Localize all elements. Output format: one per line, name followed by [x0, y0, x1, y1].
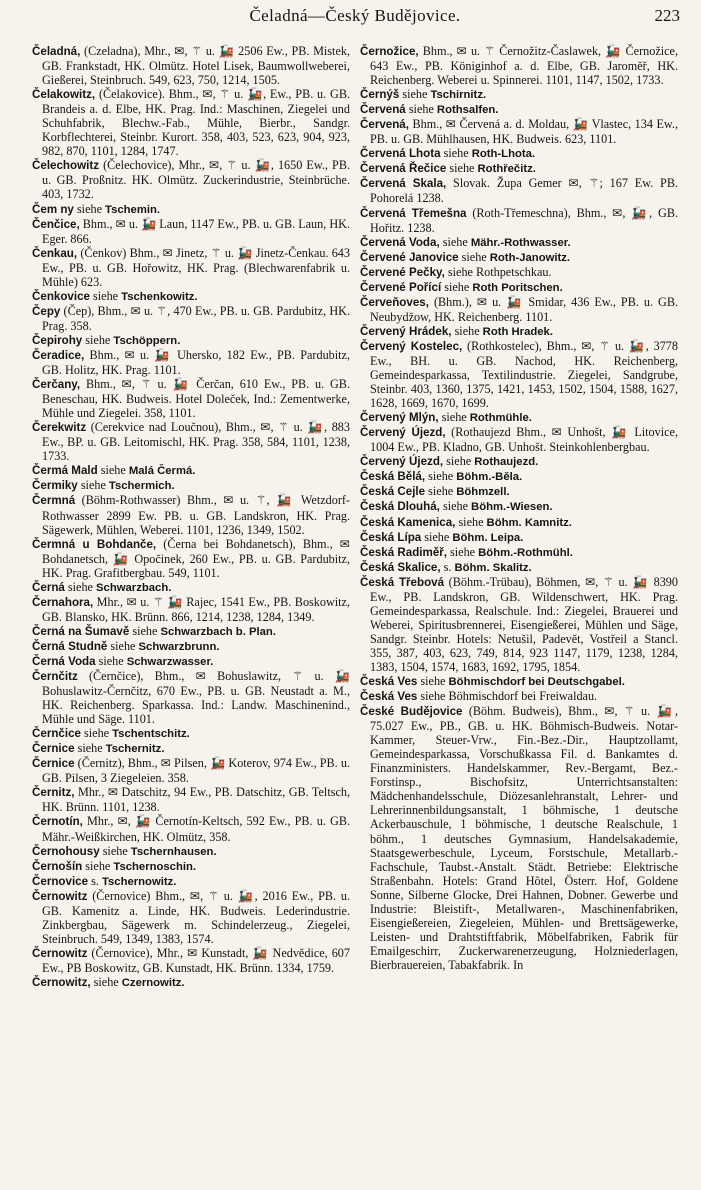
entry-crossref: Rothaujezd. [474, 456, 539, 469]
entry-text: Bhm., ✉ u. 🚂 Laun, 1147 Ew., PB. u. GB. Laun, HK. Eger. 866. [42, 216, 350, 246]
directory-entry [360, 410, 678, 425]
entry-headword: Čem ny [32, 202, 74, 216]
entry-headword: Červená Třemešna [360, 206, 467, 220]
entry-crossref: Rothřečitz. [477, 163, 536, 176]
entry-text: Bhm., ✉ Červená a. d. Moldau, 🚂 Vlastec, 134 Ew., PB. u. GB. Mühlhausen, HK. Budweis. 623, 1101. [370, 117, 678, 147]
entry-headword: Černčice [32, 727, 81, 741]
directory-entry [32, 889, 350, 946]
entry-text: siehe [82, 858, 114, 873]
entry-headword: Červený Hrádek, [360, 324, 452, 338]
entry-text: siehe Rothpetschkau. [444, 264, 552, 279]
entry-crossref: Böhm.-Wiesen. [471, 501, 553, 514]
entry-headword: Čepirohy [32, 333, 83, 347]
entry-text: (Böhm. Budweis), Bhm., ✉, ⚚ u. 🚂, 75.027 Ew., PB., GB. u. HK. Böhmisch-Budweis. Notar-Kammer, Steuer-Vrw., Fin.-Bez.-Dir., Hauptzollamt, Gemeindesparkassa, Vorschußkassa Fil. d. Bankamtes d. Finanzministers. Handelskammer, Rev.-Bergamt, Bez.-Forstinsp., Bischofsitz, Unterrichtsanstalten: Mädchenhandelsschule, Diözesanlehranstalt, Lehrer- und Lehrerinnenbildungsanstalt, 1 böhmische, 1 deutsche Ackerbauschule, 1 böhmische, 1 deutsche Realschule, 1 böhm., 1 deutsches Gymnasium, Handelsakademie, Staatsgewerbeschule, Lyceum, Forstschule, Metallarb.-Fachschule, Taubst.-Anstalt. Städt. Betriebe: Elektrische Straßenbahn. Hotels: Grand Hôtel, Österr. Hof, Goldene Sonne, Silberne Glocke, Drei Hahnen, Dobner. Gewerbe und Industrie: Bleistift-, Metallwaren-, Maschinenfabriken, Eisengießereien, Ziegeleien, Mühlen- und Brettsägewerke, Leisten- und Drahtstiftfabrik, Möbelfabriken, Fabrik für Emailgeschirr, Zuckerwarenerzeugung, Holzniederlagen, Bierbrauereien, Tabakfabrik. In [370, 704, 678, 972]
directory-entry [32, 859, 350, 874]
directory-entry [360, 250, 678, 265]
directory-entry [360, 704, 678, 972]
directory-entry [32, 463, 350, 478]
entry-text: siehe [455, 514, 487, 529]
directory-entry [32, 874, 350, 889]
right-column [360, 44, 678, 972]
entry-headword: Česká Skalice, [360, 560, 441, 574]
directory-entry [32, 726, 350, 741]
entry-headword: Česká Kamenica, [360, 515, 456, 529]
entry-text: s. [88, 873, 102, 888]
entry-headword: Červená [360, 103, 406, 117]
entry-headword: Česká Lípa [360, 530, 422, 544]
directory-entry [360, 102, 678, 117]
directory-entry [360, 265, 678, 280]
entry-headword: Česká Dlouhá, [360, 500, 440, 514]
entry-crossref: Tschemin. [105, 203, 161, 216]
entry-text: siehe [441, 279, 473, 294]
entry-text: siehe [447, 544, 479, 559]
entry-text: Bhm., ✉, ⚚ u. 🚂 Čerčan, 610 Ew., PB. u. GB. Beneschau, HK. Budweis. Hotel Doleček, Ind.: Zementwerke, Mühle und Ziegelei. 358, 1101. [42, 377, 350, 421]
entry-text: siehe [97, 463, 129, 478]
entry-text: siehe [417, 674, 449, 689]
entry-headword: České Budějovice [360, 705, 463, 719]
entry-headword: Čenčice, [32, 217, 80, 231]
directory-entry [32, 595, 350, 624]
entry-text: siehe [458, 249, 490, 264]
directory-entry [32, 246, 350, 289]
entry-text: siehe [64, 579, 97, 594]
entry-crossref: Roth-Janowitz. [489, 251, 571, 264]
entry-text: siehe [74, 741, 106, 756]
directory-entry [360, 530, 678, 545]
entry-headword: Černá Studně [32, 639, 108, 653]
entry-headword: Česká Bělá, [360, 470, 426, 484]
entry-headword: Černowitz [32, 946, 88, 960]
entry-text: siehe [73, 201, 106, 216]
entry-text: siehe Böhmischdorf bei Freiwaldau. [417, 689, 598, 704]
entry-crossref: Roth Hradek. [482, 325, 553, 338]
entry-text: siehe [421, 529, 453, 544]
entry-headword: Čermiky [32, 479, 78, 493]
directory-entry [32, 289, 350, 304]
entry-text: (Roth-Třemeschna), Bhm., ✉, 🚂, GB. Hořitz. 1238. [370, 205, 678, 235]
entry-text: siehe [405, 102, 437, 117]
entry-crossref: Roth Poritschen. [472, 281, 563, 294]
entry-headword: Černá na Šumavě [32, 624, 130, 638]
entry-crossref: Roth-Lhota. [471, 148, 536, 161]
entry-headword: Červené Pečky, [360, 265, 445, 279]
directory-entry [32, 478, 350, 493]
entry-headword: Červená Řečice [360, 162, 447, 176]
directory-entry [360, 560, 678, 575]
entry-headword: Červená, [360, 118, 409, 132]
entry-text: siehe [82, 332, 114, 347]
directory-entry [360, 280, 678, 295]
directory-entry [32, 580, 350, 595]
entry-text: (Čenkov) Bhm., ✉ Jinetz, ⚚ u. 🚂 Jinetz-Čenkau. 643 Ew., PB. u. GB. Hořowitz, HK. Prag. (Blechwarenfabrik u. Mühle) 623. [42, 245, 350, 289]
entry-text: (Čelakovice). Bhm., ✉, ⚚ u. 🚂, Ew., PB. u. GB. Brandeis a. d. Elbe, HK. Prag. Ind.: Maschinen, Ziegelei und Schuhfabrik, Blechw.-Fab., Mühle, Bierbr., Sandgr. Korbflechterei, Steinbr. Kurort. 358, 403, 523, 623, 904, 923, 982, 870, 1101, 1284, 1747. [42, 87, 350, 159]
directory-entry [360, 176, 678, 205]
entry-text: (Bhm.), ✉ u. 🚂 Smidar, 436 Ew., PB. u. GB. Neubydžow, HK. Reichenberg. 1101. [370, 294, 678, 324]
directory-entry [360, 117, 678, 146]
entry-headword: Čenkau, [32, 246, 78, 260]
entry-headword: Česká Cejle [360, 485, 426, 499]
directory-entry [32, 844, 350, 859]
directory-entry [32, 304, 350, 333]
entry-text: (Böhm.-Trübau), Böhmen, ✉, ⚚ u. 🚂 8390 Ew., PB. Landskron, GB. Wildenschwert, HK. Prag. Gemeindesparkassa, Realschule. Ind.: Ziegelei, Brauerei und Weberei, Spiritusbrennerei, Eisengießerei, Mühlen und Säge, Sandgr. Steinbr. Hotels: Netušil, Padevět, Vostřeil a Stancl. 355, 387, 403, 623, 749, 814, 923 1147, 1179, 1238, 1284, 1383, 1504, 1574, 1683, 1692, 1795, 1854. [370, 574, 678, 674]
entry-crossref: Schwarzbach. [96, 581, 172, 594]
entry-crossref: Tschernhausen. [130, 845, 217, 858]
page-number: 223 [654, 6, 680, 25]
entry-text: (Černovice) Bhm., ✉, ⚚ u. 🚂, 2016 Ew., PB. u. GB. Kamenitz a. Linde, HK. Budweis. Lederindustrie. Zinkbergbau, Sägewerk m. Schindelerzeug., Ziegelei, Steinbruch. 549, 1349, 1383, 1574. [42, 888, 350, 946]
entry-headword: Černohousy [32, 844, 100, 858]
entry-text: (Čelechovice), Mhr., ✉, ⚚ u. 🚂, 1650 Ew., PB. u. GB. Proßnitz. HK. Olmütz. Zuckerindustrie, Steinbrüche. 403, 1732. [42, 158, 350, 202]
directory-entry [360, 484, 678, 499]
page-header [30, 6, 680, 30]
directory-entry [360, 44, 678, 87]
entry-headword: Červený Újezd, [360, 455, 444, 469]
entry-text: (Rothkostelec), Bhm., ✉, ⚚ u. 🚂, 3778 Ew., BH. u. GB. Nachod, HK. Reichenberg, Gemeindesparkassa, Textilindustrie. Ziegelei, Sandgrube, Steinbr. 403, 1360, 1375, 1421, 1453, 1502, 1504, 1588, 1627, 1628, 1669, 1670, 1699. [370, 338, 678, 411]
entry-headword: Černice [32, 742, 75, 756]
entry-headword: Červená Voda, [360, 235, 440, 249]
directory-entry [360, 235, 678, 250]
entry-headword: Čepy [32, 304, 61, 318]
entry-text: (Cerekvice nad Loučnou), Bhm., ✉, ⚚ u. 🚂, 883 Ew., BP. u. GB. Leitomischl, HK. Prag. 358, 584, 1101, 1238, 1733. [42, 420, 350, 464]
entry-text: Mhr., ✉ Datschitz, 94 Ew., PB. Datschitz, GB. Teltsch, HK. Brünn. 1101, 1238. [42, 785, 350, 815]
entry-text: siehe [107, 638, 139, 653]
directory-entry [32, 348, 350, 377]
directory-entry [360, 499, 678, 514]
entry-text: (Černa bei Bohdanetsch), Bhm., ✉ Bohdanetsch, 🚂 Opočinek, 260 Ew., PB. u. GB. Pardubitz, HK. Prag. Grafitbergbau. 549, 1101. [42, 536, 350, 580]
entry-crossref: Czernowitz. [121, 977, 185, 989]
directory-entry [32, 654, 350, 669]
entry-text: siehe [95, 653, 127, 668]
directory-entry [32, 87, 350, 158]
entry-text: (Böhm-Rothwasser) Bhm., ✉ u. ⚚, 🚂 Wetzdorf-Rothwasser 2899 Ew. PB. u. GB. Landskron, HK. Prag. Sägewerk, Mühlen, Weberei. 1101, 1236, 1349, 1502. [42, 493, 350, 537]
entry-headword: Červený Kostelec, [360, 339, 463, 353]
directory-entry [32, 756, 350, 785]
entry-headword: Čelechowitz [32, 159, 99, 173]
entry-crossref: Tschernoschin. [113, 860, 197, 873]
entry-headword: Čenkovice [32, 289, 90, 303]
entry-text: siehe [399, 87, 431, 102]
entry-crossref: Tschirnitz. [430, 89, 487, 102]
entry-headword: Červený Újezd, [360, 426, 446, 440]
entry-headword: Čermná u Bohdanče, [32, 537, 157, 551]
directory-entry [32, 814, 350, 843]
directory-entry [32, 493, 350, 536]
entry-headword: Černýš [360, 88, 400, 102]
entry-headword: Česká Třebová [360, 575, 445, 589]
entry-crossref: Malá Čermá. [128, 465, 196, 478]
directory-entry [360, 545, 678, 560]
entry-headword: Černovice [32, 874, 89, 888]
entry-headword: Čelakowitz, [32, 88, 96, 102]
entry-text: Bhm., ✉ u. 🚂 Uhersko, 182 Ew., PB. Pardubitz, GB. Holitz, HK. Prag. 1101. [42, 347, 350, 378]
entry-crossref: Böhmzell. [456, 486, 510, 499]
entry-text: siehe [90, 288, 122, 303]
entry-headword: Čermná [32, 494, 76, 508]
directory-entry [360, 206, 678, 235]
directory-entry [360, 161, 678, 176]
entry-crossref: Böhm.-Běla. [456, 471, 523, 484]
directory-entry [360, 674, 678, 689]
entry-headword: Čerekwitz [32, 421, 87, 435]
entry-text: siehe [440, 146, 472, 161]
entry-headword: Černožice, [360, 45, 419, 58]
entry-crossref: Böhmischdorf bei Deutschgabel. [448, 676, 625, 689]
entry-headword: Černitz, [32, 786, 75, 800]
directory-entry [32, 946, 350, 975]
entry-headword: Černá [32, 580, 65, 594]
directory-entry [32, 420, 350, 463]
directory-entry [360, 425, 678, 454]
directory-entry [32, 741, 350, 756]
directory-entry [32, 202, 350, 217]
directory-entry [360, 295, 678, 324]
entry-headword: Černowitz, [32, 976, 91, 989]
entry-text: s. [440, 559, 455, 574]
entry-text: Mhr., ✉, 🚂 Černotín-Keltsch, 592 Ew., PB. u. GB. Mähr.-Weißkirchen, HK. Olmütz, 358. [42, 814, 350, 844]
entry-crossref: Schwarzbach b. Plan. [160, 625, 276, 638]
entry-text: (Černovice), Mhr., ✉ Kunstadt, 🚂 Nedvědice, 607 Ew., PB Boskowitz, GB. Kunstadt, HK. Brünn. 1334, 1759. [42, 945, 350, 975]
entry-headword: Červené Janovice [360, 250, 459, 264]
entry-crossref: Schwarzbrunn. [138, 640, 220, 653]
directory-entry [32, 975, 350, 990]
entry-headword: Černowitz [32, 889, 88, 903]
entry-headword: Černice [32, 757, 75, 771]
directory-entry [32, 377, 350, 420]
entry-headword: Černčitz [32, 670, 78, 684]
entry-text: siehe [438, 410, 470, 425]
directory-entry [360, 689, 678, 704]
directory-entry [360, 324, 678, 339]
entry-text: siehe [439, 234, 471, 249]
entry-crossref: Rothsalfen. [436, 104, 499, 117]
entry-headword: Černá Voda [32, 654, 96, 668]
entry-headword: Červené Pořící [360, 280, 442, 294]
entry-crossref: Böhm. Skalitz. [454, 561, 532, 574]
entry-crossref: Tschermich. [108, 480, 175, 493]
entry-crossref: Schwarzwasser. [126, 655, 214, 668]
directory-entry [32, 537, 350, 580]
entry-text: siehe [77, 478, 109, 493]
entry-text: (Černitz), Bhm., ✉ Pilsen, 🚂 Koterov, 974 Ew., PB. u. GB. Pilsen, 3 Ziegeleien. 358. [42, 756, 350, 786]
entry-crossref: Böhm. Leipa. [452, 531, 524, 544]
entry-headword: Čerčany, [32, 378, 81, 392]
entry-crossref: Tschenkowitz. [121, 290, 198, 303]
entry-headword: Česká Radiměř, [360, 545, 447, 559]
directory-entry [32, 785, 350, 814]
directory-entry [32, 639, 350, 654]
entry-crossref: Böhm. Kamnitz. [486, 516, 572, 529]
entry-text: (Czeladna), Mhr., ✉, ⚚ u. 🚂 2506 Ew., PB. Mistek, GB. Frankstadt, HK. Olmütz. Hotel Lisek, Baumwollweberei, Gießerei, Steinbruch. 549, 623, 750, 1214, 1505. [42, 44, 350, 88]
entry-text: siehe [443, 454, 475, 469]
entry-headword: Čermá Mald [32, 464, 98, 478]
directory-entry [360, 575, 678, 674]
entry-crossref: Mähr.-Rothwasser. [470, 236, 571, 249]
entry-text: siehe [439, 499, 472, 514]
directory-entry [32, 44, 350, 87]
left-column [32, 44, 350, 990]
entry-text: siehe [129, 623, 161, 638]
directory-entry [32, 669, 350, 726]
entry-text: siehe [99, 843, 131, 858]
entry-crossref: Tschentschitz. [112, 728, 190, 741]
entry-headword: Čeladná, [32, 45, 81, 58]
entry-text: siehe [425, 469, 457, 484]
directory-entry [32, 158, 350, 201]
directory-entry [360, 87, 678, 102]
entry-text: (Černčice), Bhm., ✉ Bohuslawitz, ⚚ u. 🚂 Bohuslawitz-Černčitz, 670 Ew., PB. u. GB. Neustadt a. M., HK. Reichenberg. Sparkassa. Ind.: Landw. Maschinenind., Mühle und Säge. 1101. [42, 669, 350, 727]
entry-headword: Černotín, [32, 815, 83, 829]
directory-entry [32, 624, 350, 639]
directory-entry [360, 515, 678, 530]
entry-text: Bhm., ✉ u. ⚚ Černožitz-Časlawek, 🚂 Černožice, 643 Ew., PB. Königinhof a. d. Elbe, GB. Jaroměř, HK. Reichenberg. Weberei u. Spinnerei. 1101, 1147, 1502, 1733. [370, 44, 678, 88]
entry-text: siehe [80, 726, 113, 741]
entry-headword: Čeradice, [32, 348, 85, 362]
running-head: Čeladná—Český Budějovice. [249, 6, 461, 25]
entry-crossref: Böhm.-Rothmühl. [478, 546, 573, 559]
entry-text: siehe [446, 161, 478, 176]
entry-text: siehe [451, 323, 483, 338]
entry-headword: Česká Ves [360, 690, 418, 704]
entry-headword: Červená Lhota [360, 147, 441, 161]
entry-headword: Červeňoves, [360, 295, 429, 309]
entry-text: (Rothaujezd Bhm., ✉ Unhošt, 🚂 Litovice, 1004 Ew., PB. Kladno, GB. Unhošt. Steinkohlenbergbau. [370, 425, 678, 455]
entry-headword: Červený Mlýn, [360, 411, 439, 425]
entry-headword: Černošín [32, 859, 83, 873]
directory-entry [360, 339, 678, 410]
directory-entry [360, 454, 678, 469]
directory-entry [360, 469, 678, 484]
directory-entry [32, 217, 350, 246]
entry-text: siehe [425, 484, 457, 499]
entry-headword: Česká Ves [360, 675, 418, 689]
entry-crossref: Tschöppern. [113, 334, 181, 347]
entry-text: siehe [90, 975, 122, 989]
entry-crossref: Rothmühle. [469, 412, 532, 425]
entry-headword: Černahora, [32, 595, 94, 609]
entry-text: Slovak. Župa Gemer ✉, ⚚; 167 Ew. PB. Pohorelá 1238. [370, 176, 678, 206]
directory-entry [360, 146, 678, 161]
entry-text: (Čep), Bhm., ✉ u. ⚚, 470 Ew., PB. u. GB. Pardubitz, HK. Prag. 358. [42, 303, 350, 333]
entry-crossref: Tschernitz. [105, 743, 165, 756]
entry-headword: Červená Skala, [360, 177, 447, 191]
entry-crossref: Tschernowitz. [101, 875, 177, 888]
entry-text: Mhr., ✉ u. ⚚ 🚂 Rajec, 1541 Ew., PB. Boskowitz, GB. Blansko, HK. Brünn. 866, 1214, 1238, 1284, 1349. [42, 594, 350, 624]
directory-entry [32, 333, 350, 348]
